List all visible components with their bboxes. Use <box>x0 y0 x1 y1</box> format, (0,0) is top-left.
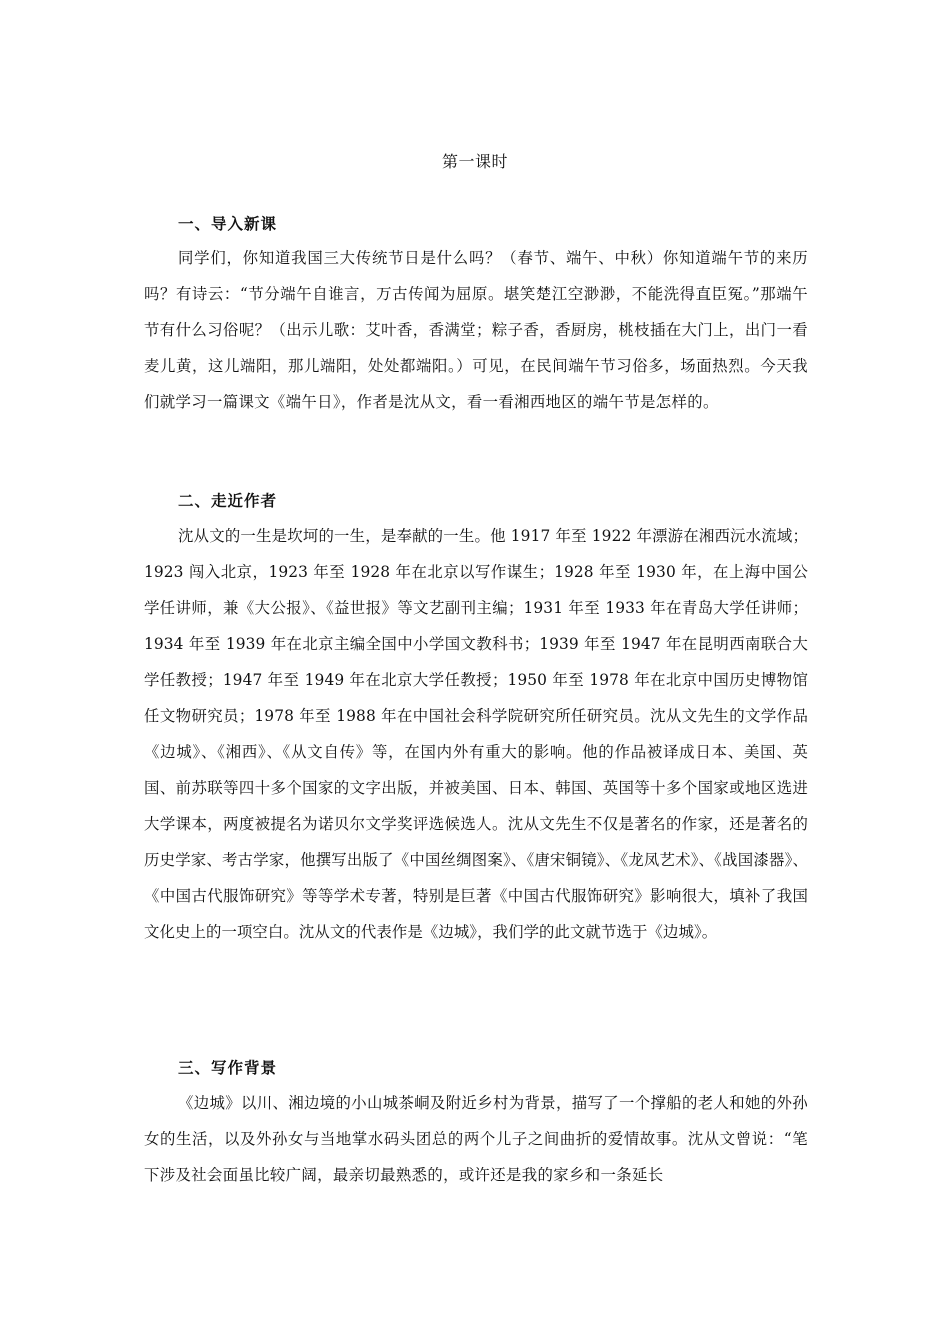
section-heading-author: 二、走近作者 <box>178 492 278 510</box>
section-heading-background: 三、写作背景 <box>178 1059 278 1077</box>
section-paragraph-background: 《边城》以川、湘边境的小山城茶峒及附近乡村为背景，描写了一个撑船的老人和她的外孙女的生活，以及外孙女与当地掌水码头团总的两个儿子之间曲折的爱情故事。沈从文曾说：“笔下涉及社会面虽比较广阔，最亲切最熟悉的，或许还是我的家乡和一条延长 <box>144 1094 808 1184</box>
section-heading-intro: 一、导入新课 <box>178 215 278 233</box>
page-title: 第一课时 <box>441 152 508 171</box>
section-paragraph-author: 沈从文的一生是坎坷的一生，是奉献的一生。他 1917 年至 1922 年漂游在湘西沅水流域；1923 闯入北京，1923 年至 1928 年在北京以写作谋生；1928 年至 1930 年，在上海中国公学任讲师，兼《大公报》、《益世报》等文艺副刊主编；1931 年至 1933 年在青岛大学任讲师；1934 年至 1939 年在北京主编全国中小学国文教科书；1939 年至 1947 年在昆明西南联合大学任教授；1947 年至 1949 年在北京大学任教授；1950 年至 1978 年在北京中国历史博物馆任文物研究员；1978 年至 1988 年在中国社会科学院研究所任研究员。沈从文先生的文学作品《边城》、《湘西》、《从文自传》等，在国内外有重大的影响。他的作品被译成日本、美国、英国、前苏联等四十多个国家的文字出版，并被美国、日本、韩国、英国等十多个国家或地区选进大学课本，两度被提名为诺贝尔文学奖评选候选人。沈从文先生不仅是著名的作家，还是著名的历史学家、考古学家，他撰写出版了《中国丝绸图案》、《唐宋铜镜》、《龙凤艺术》、《战国漆器》、《中国古代服饰研究》等等学术专著，特别是巨著《中国古代服饰研究》影响很大，填补了我国文化史上的一项空白。沈从文的代表作是《边城》，我们学的此文就节选于《边城》。 <box>144 527 808 941</box>
section-paragraph-intro: 同学们，你知道我国三大传统节日是什么吗？（春节、端午、中秋）你知道端午节的来历吗？有诗云：“节分端午自谁言，万古传闻为屈原。堪笑楚江空渺渺，不能洗得直臣冤。”那端午节有什么习俗呢？（出示儿歌：艾叶香，香满堂；粽子香，香厨房，桃枝插在大门上，出门一看麦儿黄，这儿端阳，那儿端阳，处处都端阳。）可见，在民间端午节习俗多，场面热烈。今天我们就学习一篇课文《端午日》，作者是沈从文，看一看湘西地区的端午节是怎样的。 <box>144 249 808 411</box>
